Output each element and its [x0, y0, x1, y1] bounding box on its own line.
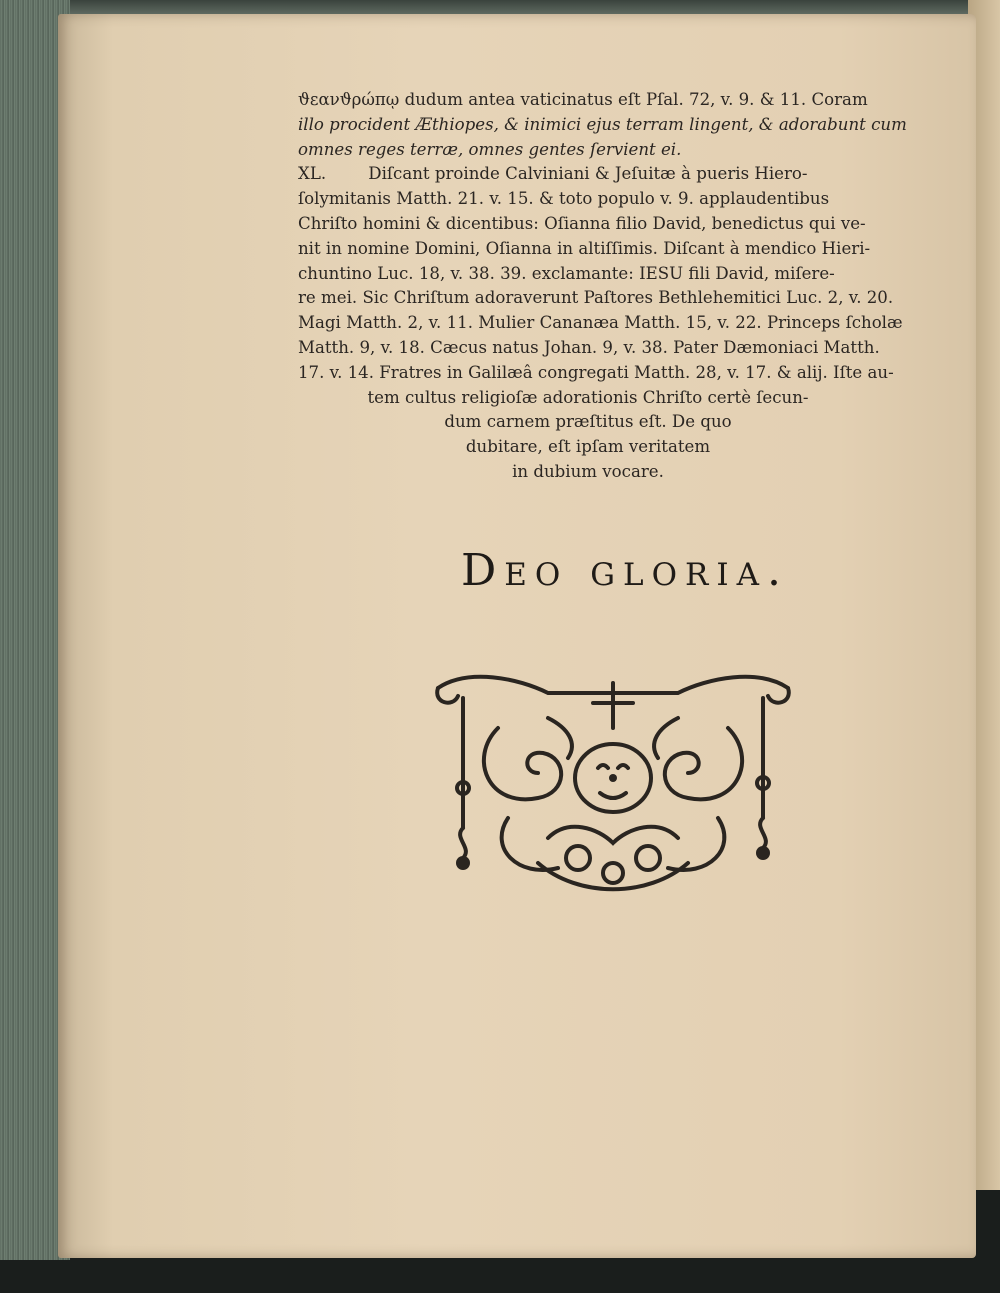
text-line: omnes reges terræ, omnes gentes ſervient ei.	[298, 139, 682, 159]
closing-paragraph	[298, 386, 938, 485]
text-line: Magi Matth. 2, v. 11. Mulier Cananæa Matth. 15, v. 22. Princeps ſcholæ	[298, 313, 903, 333]
final-heading: Deo gloria.	[460, 545, 790, 596]
text-line: nit in nomine Domini, Oſianna in altiſſimis. Diſcant à mendico Hieri-	[298, 238, 871, 258]
text-line: Chriſto homini & dicentibus: Oſianna filio David, benedictus qui ve-	[298, 213, 866, 233]
text-line: ſolymitanis Matth. 21. v. 15. & toto populo v. 9. applaudentibus	[298, 189, 830, 209]
text-line: re mei. Sic Chriſtum adoraverunt Paſtores Bethlehemitici Luc. 2, v. 20.	[298, 288, 894, 308]
text-line: illo procident Æthiopes, & inimici ejus terram lingent, & adorabunt cum	[298, 114, 907, 134]
text-line: ϑεανϑρώπῳ dudum antea vaticinatus eſt Pſal. 72, v. 9. & 11. Coram	[298, 90, 868, 109]
text-line: dum carnem præſtitus eſt. De quo	[444, 412, 732, 432]
text-line: 17. v. 14. Fratres in Galilæâ congregati Matth. 28, v. 17. & alij. Iſte au-	[298, 362, 894, 382]
tailpiece-ornament-icon	[428, 668, 798, 900]
body-text	[298, 88, 938, 485]
text-line: chuntino Luc. 18, v. 38. 39. exclamante: IESU fili David, miſere-	[298, 263, 835, 283]
text-line: XL. Diſcant proinde Calviniani & Jeſuitæ à pueris Hiero-	[298, 164, 808, 184]
text-line: Matth. 9, v. 18. Cæcus natus Johan. 9, v. 38. Pater Dæmoniaci Matth.	[298, 337, 880, 357]
text-line: in dubium vocare.	[512, 461, 664, 481]
text-line: tem cultus religioſæ adorationis Chriſto certè ſecun-	[367, 387, 809, 407]
text-line: dubitare, eſt ipſam veritatem	[465, 437, 711, 457]
